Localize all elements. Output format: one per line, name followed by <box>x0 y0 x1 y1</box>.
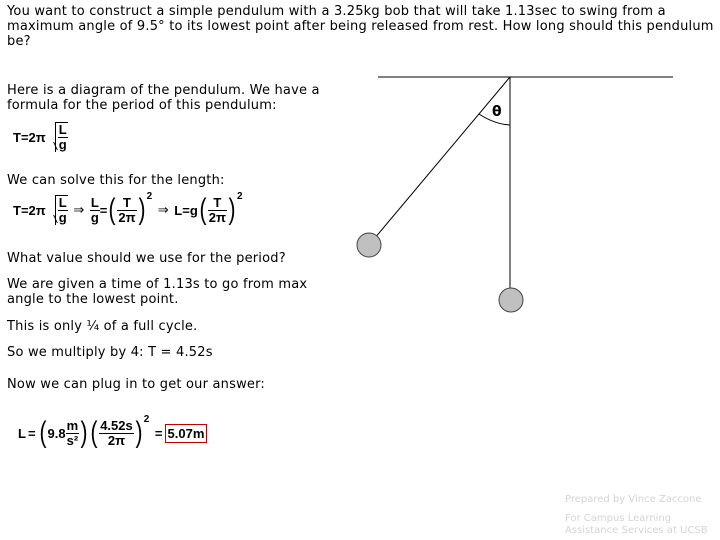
multiply-text: So we multiply by 4: T = 4.52s <box>7 345 213 360</box>
plug-text: Now we can plug in to get our answer: <box>7 377 265 392</box>
credit-org-2: Assistance Services at UCSB <box>565 525 708 536</box>
sqrt: $\frac{L}{g}$ <box>46 122 68 152</box>
question-text: What value should we use for the period? <box>7 251 286 266</box>
displaced-string <box>369 77 510 245</box>
answer-box: 5.07m <box>165 424 208 443</box>
bob-rest <box>499 288 523 312</box>
length-derivation: T=2π $\frac{L}{g}$ ⇒ $\frac{L}{g}$ =( $\frac{T}{2\pi}$ ) 2 ⇒ L=g( $\frac{T}{2\pi}$ ) 2 <box>13 191 243 226</box>
intro-text: Here is a diagram of the pendulum. We have a formula for the period of this pendulum: <box>7 83 320 113</box>
bob-displaced <box>357 233 381 257</box>
credit-author: Prepared by Vince Zaccone <box>565 494 702 505</box>
period-formula: T=2π $\frac{L}{g}$ <box>13 122 67 152</box>
theta-label: θ <box>492 104 502 120</box>
solve-text: We can solve this for the length: <box>7 173 225 188</box>
credit-org: For Campus Learning <box>565 513 672 524</box>
given-text: We are given a time of 1.13s to go from max angle to the lowest point. <box>7 277 308 307</box>
problem-statement: You want to construct a simple pendulum with a 3.25kg bob that will take 1.13sec to swing from a maximum angle of 9.5° to its lowest point after being released from rest. How long should this pendulum be? <box>7 4 714 49</box>
answer-formula: L = ( 9.8 $\frac{m}{\text{s²}}$ ) ( $\frac{4.52s}{2\pi}$ ) 2 = 5.07m <box>18 418 207 448</box>
pendulum-diagram <box>340 60 680 320</box>
quarter-text: This is only ¼ of a full cycle. <box>7 319 198 334</box>
